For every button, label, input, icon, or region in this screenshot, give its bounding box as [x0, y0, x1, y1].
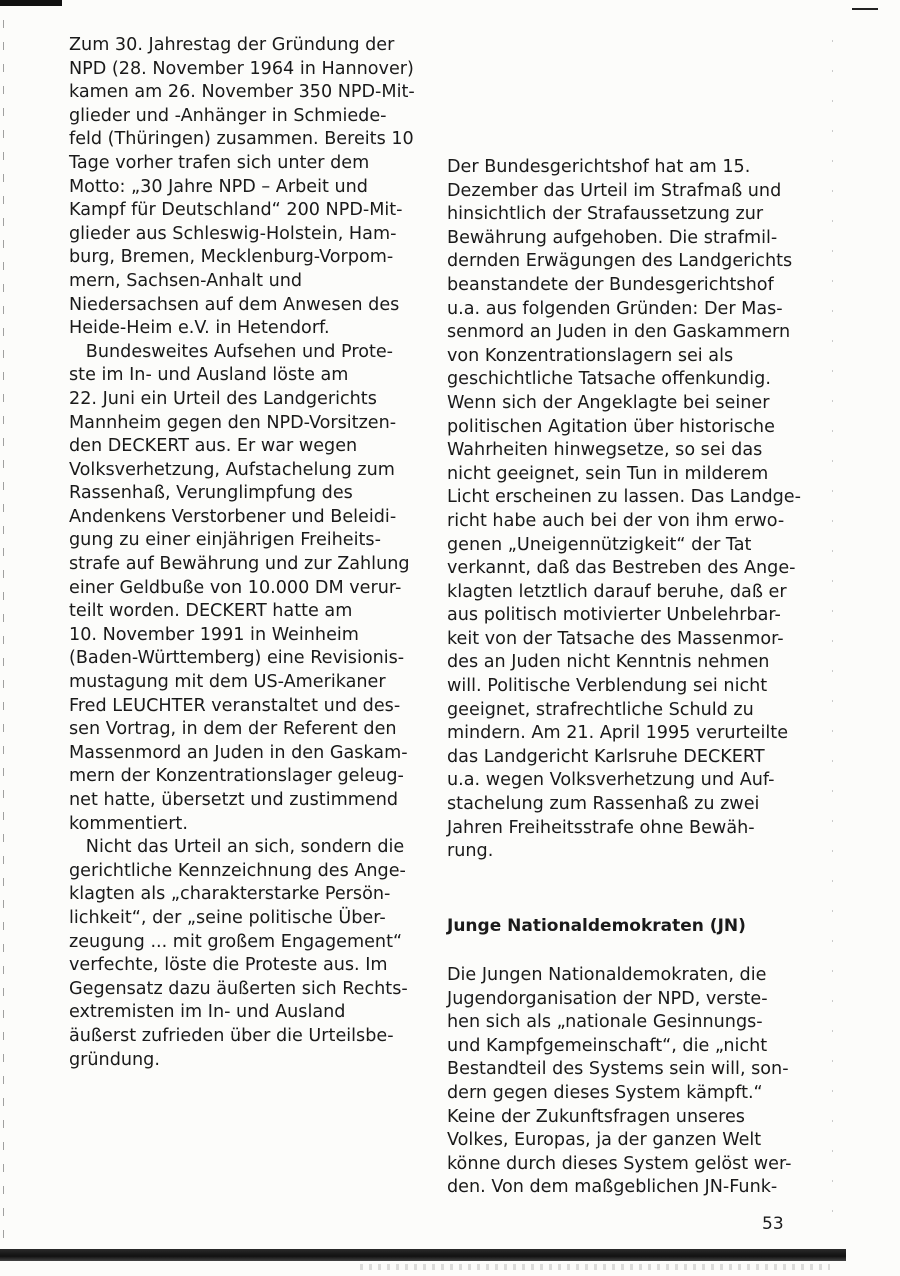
text-line: einer Geldbuße von 10.000 DM verur-	[69, 577, 402, 598]
text-line: gung zu einer einjährigen Freiheits-	[69, 530, 381, 551]
text-line: strafe auf Bewährung und zur Zahlung	[69, 554, 410, 575]
text-line: und Kampfgemeinschaft“, die „nicht	[447, 1035, 768, 1056]
right-column-text	[447, 156, 801, 864]
text-line: net hatte, übersetzt und zustimmend	[69, 790, 399, 810]
text-line: Nicht das Urteil an sich, sondern die	[69, 837, 405, 858]
text-line: Mannheim gegen den NPD-Vorsitzen-	[69, 412, 397, 433]
text-line: Heide-Heim e.V. in Hetendorf.	[69, 318, 330, 339]
section-paragraph	[447, 964, 791, 1200]
text-line: nicht geeignet, sein Tun in milderem	[447, 463, 769, 484]
text-line: will. Politische Verblendung sei nicht	[447, 676, 768, 697]
text-line: mustagung mit dem US-Amerikaner	[69, 672, 386, 693]
scan-right-edge-dust	[832, 40, 833, 1220]
text-line: Massenmord an Juden in den Gaskam-	[69, 742, 408, 763]
text-line: sen Vortrag, in dem der Referent den	[69, 719, 397, 740]
text-line: 22. Juni ein Urteil des Landgerichts	[69, 388, 377, 409]
text-line: den DECKERT aus. Er war wegen	[69, 436, 358, 457]
text-line: Gegensatz dazu äußerten sich Rechts-	[69, 978, 408, 999]
text-line: extremisten im In- und Ausland	[69, 1002, 346, 1023]
text-line: verkannt, daß das Bestreben des Ange-	[447, 558, 796, 579]
text-line: stachelung zum Rassenhaß zu zwei	[447, 794, 760, 815]
text-line: Keine der Zukunftsfragen unseres	[447, 1106, 745, 1127]
text-line: lichkeit“, der „seine politische Über-	[69, 907, 386, 928]
text-line: zeugung ... mit großem Engagement“	[69, 931, 403, 952]
text-line: Licht erscheinen zu lassen. Das Landge-	[447, 487, 801, 508]
text-line: von Konzentrationslagern sei als	[447, 345, 734, 366]
text-line: Wenn sich der Angeklagte bei seiner	[447, 392, 770, 413]
scan-left-edge-shadow	[3, 20, 4, 1240]
text-line: Dezember das Urteil im Strafmaß und	[447, 180, 782, 201]
scan-bottom-noise	[360, 1264, 830, 1270]
text-line: senmord an Juden in den Gaskammern	[447, 322, 791, 343]
text-line: des an Juden nicht Kenntnis nehmen	[447, 652, 770, 673]
text-line: Jahren Freiheitsstrafe ohne Bewäh-	[447, 817, 755, 838]
section-heading: Junge Nationaldemokraten (JN)	[447, 916, 746, 936]
text-line: Niedersachsen auf dem Anwesen des	[69, 294, 400, 315]
text-line: äußerst zufrieden über die Urteilsbe-	[69, 1025, 394, 1046]
text-line: mindern. Am 21. April 1995 verurteilte	[447, 723, 789, 744]
text-line: gerichtliche Kennzeichnung des Ange-	[69, 860, 406, 881]
text-line: Fred LEUCHTER veranstaltet und des-	[69, 695, 401, 716]
page-number: 53	[762, 1214, 784, 1234]
text-line: ste im In- und Ausland löste am	[69, 365, 349, 386]
text-line: Zum 30. Jahrestag der Gründung der	[69, 35, 395, 55]
text-line: klagten als „charakterstarke Persön-	[69, 884, 391, 905]
text-line: u.a. wegen Volksverhetzung und Auf-	[447, 770, 775, 791]
text-line: dernden Erwägungen des Landgerichts	[447, 251, 793, 272]
text-line: den. Von dem maßgeblichen JN-Funk-	[447, 1177, 778, 1198]
text-line: Bestandteil des Systems sein will, son-	[447, 1059, 789, 1080]
text-line: kamen am 26. November 350 NPD-Mit-	[69, 82, 415, 103]
text-line: hen sich als „nationale Gesinnungs-	[447, 1012, 763, 1033]
text-line: kommentiert.	[69, 813, 188, 834]
text-line: mern, Sachsen-Anhalt und	[69, 270, 303, 291]
text-line: beanstandete der Bundesgerichtshof	[447, 274, 774, 295]
text-line: glieder und -Anhänger in Schmiede-	[69, 105, 387, 126]
text-line: Der Bundesgerichtshof hat am 15.	[447, 157, 751, 177]
text-line: 10. November 1991 in Weinheim	[69, 624, 359, 645]
text-line: gründung.	[69, 1049, 160, 1070]
text-line: rung.	[447, 841, 494, 862]
text-line: richt habe auch bei der von ihm erwo-	[447, 510, 785, 531]
text-line: Wahrheiten hinwegsetze, so sei das	[447, 440, 763, 461]
text-line: klagten letztlich darauf beruhe, daß er	[447, 581, 787, 602]
text-line: Bewährung aufgehoben. Die strafmil-	[447, 227, 778, 248]
text-line: das Landgericht Karlsruhe DECKERT	[447, 746, 765, 767]
text-line: geschichtliche Tatsache offenkundig.	[447, 369, 771, 390]
text-line: Bundesweites Aufsehen und Prote-	[69, 341, 394, 362]
text-line: Jugendorganisation der NPD, verste-	[447, 988, 768, 1009]
text-line: mern der Konzentrationslager geleug-	[69, 766, 404, 787]
text-line: Rassenhaß, Verunglimpfung des	[69, 483, 353, 504]
text-line: (Baden-Württemberg) eine Revisionis-	[69, 648, 405, 669]
text-line: Volkes, Europas, ja der ganzen Welt	[447, 1130, 762, 1151]
text-line: dern gegen dieses System kämpft.“	[447, 1082, 763, 1103]
text-line: könne durch dieses System gelöst wer-	[447, 1153, 792, 1174]
text-line: Volksverhetzung, Aufstachelung zum	[69, 459, 395, 480]
text-line: geeignet, strafrechtliche Schuld zu	[447, 699, 754, 720]
scan-top-edge-mark	[0, 0, 62, 6]
text-line: NPD (28. November 1964 in Hannover)	[69, 58, 414, 79]
text-line: glieder aus Schleswig-Holstein, Ham-	[69, 223, 397, 244]
text-line: Kampf für Deutschland“ 200 NPD-Mit-	[69, 200, 403, 221]
scan-right-edge-mark	[852, 8, 878, 10]
text-line: burg, Bremen, Mecklenburg-Vorpom-	[69, 247, 394, 268]
text-line: Andenkens Verstorbener und Beleidi-	[69, 506, 397, 527]
text-line: Motto: „30 Jahre NPD – Arbeit und	[69, 176, 368, 197]
left-column-text	[69, 34, 415, 1072]
text-line: aus politisch motivierter Unbelehrbar-	[447, 605, 781, 626]
text-line: keit von der Tatsache des Massenmor-	[447, 628, 784, 649]
text-line: Tage vorher trafen sich unter dem	[69, 152, 370, 173]
text-line: verfechte, löste die Proteste aus. Im	[69, 955, 388, 976]
text-line: politischen Agitation über historische	[447, 416, 775, 437]
text-line: u.a. aus folgenden Gründen: Der Mas-	[447, 298, 783, 319]
text-line: hinsichtlich der Strafaussetzung zur	[447, 204, 764, 225]
text-line: genen „Uneigennützigkeit“ der Tat	[447, 534, 752, 555]
text-line: feld (Thüringen) zusammen. Bereits 10	[69, 129, 414, 150]
text-line: Die Jungen Nationaldemokraten, die	[447, 965, 767, 985]
scan-bottom-edge-shadow	[0, 1249, 846, 1261]
text-line: teilt worden. DECKERT hatte am	[69, 601, 353, 622]
